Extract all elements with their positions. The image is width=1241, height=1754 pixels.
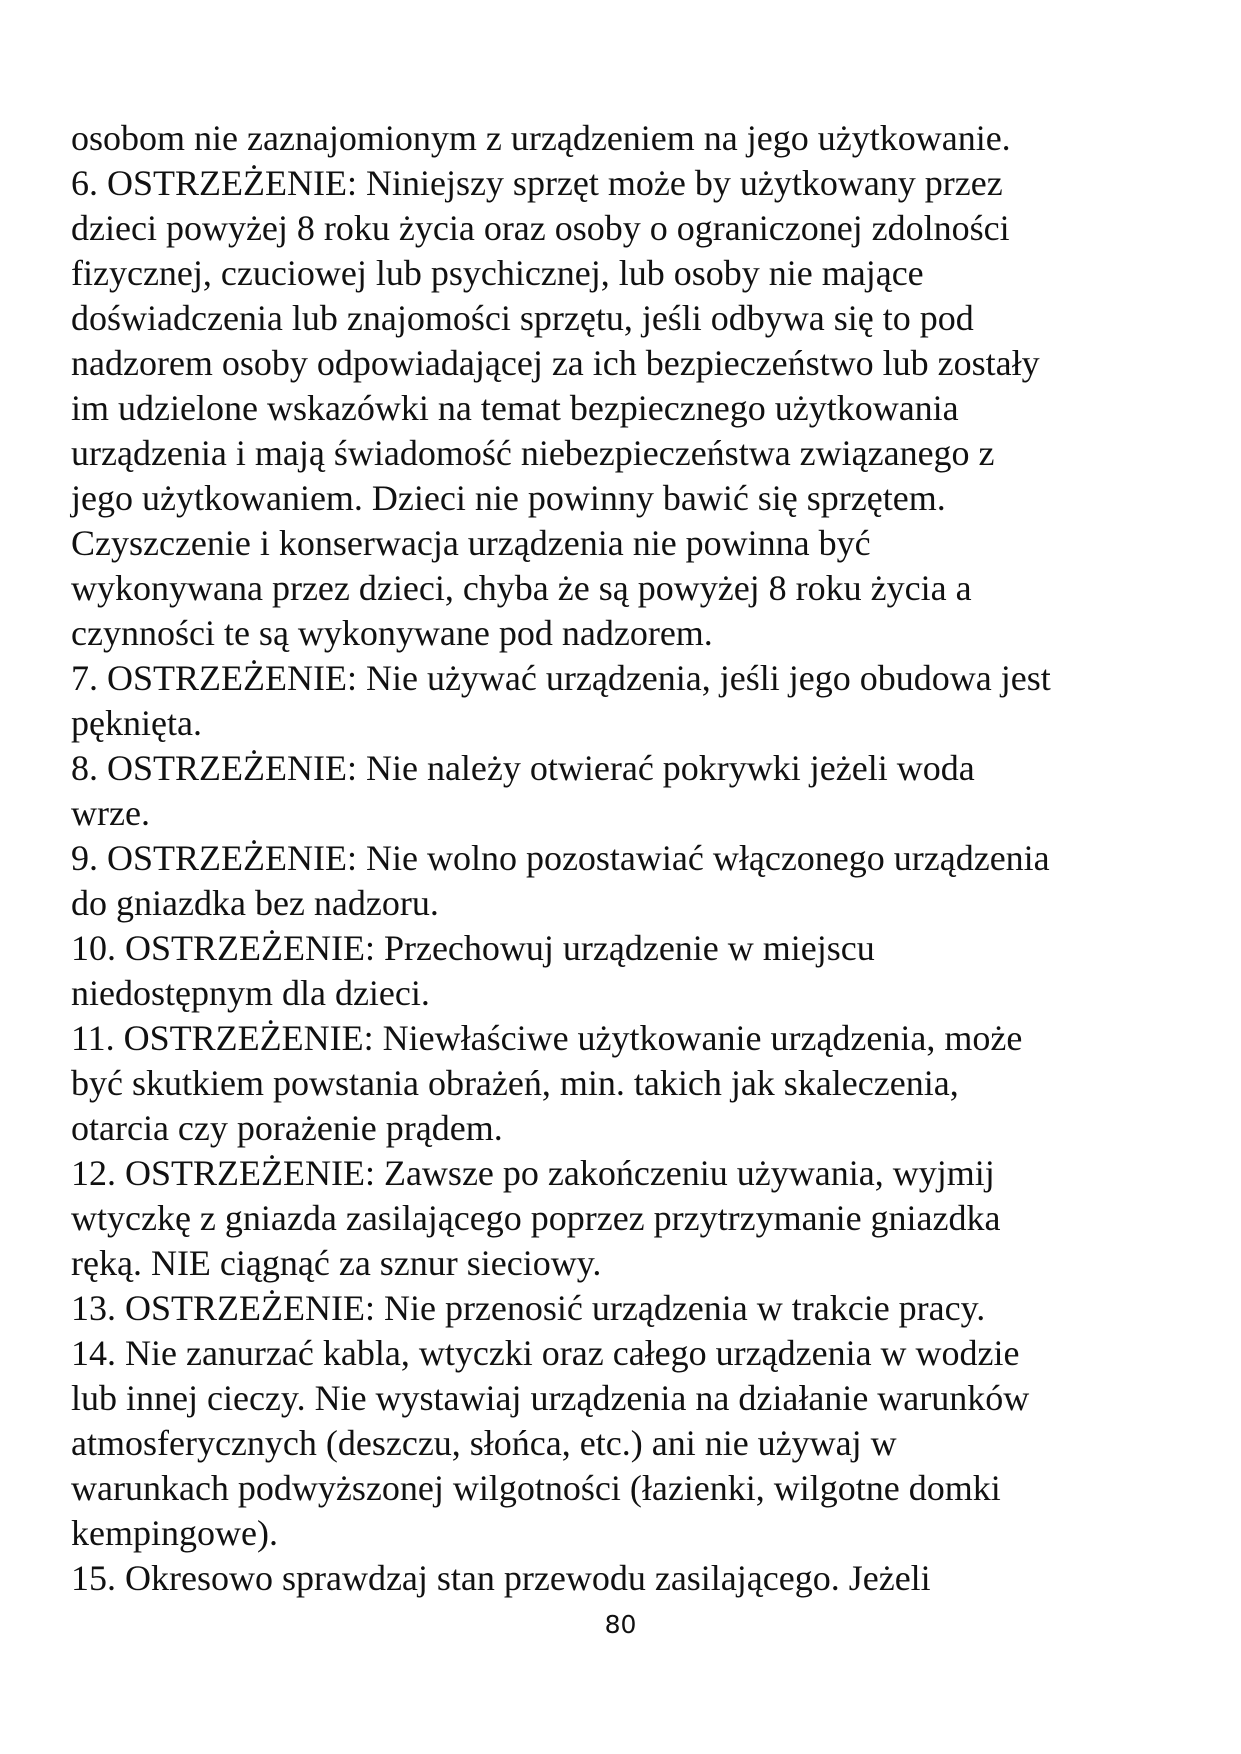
text-line: czynności te są wykonywane pod nadzorem.	[71, 613, 713, 653]
text-line: 11. OSTRZEŻENIE: Niewłaściwe użytkowanie urządzenia, może	[71, 1018, 1023, 1058]
text-line: 10. OSTRZEŻENIE: Przechowuj urządzenie w miejscu	[71, 928, 875, 968]
text-line: otarcia czy porażenie prądem.	[71, 1108, 503, 1148]
text-line: wykonywana przez dzieci, chyba że są powyżej 8 roku życia a	[71, 568, 972, 608]
page-number: 80	[604, 1610, 637, 1639]
text-line: 15. Okresowo sprawdzaj stan przewodu zasilającego. Jeżeli	[71, 1558, 931, 1598]
body-text	[71, 116, 1191, 1601]
text-line: im udzielone wskazówki na temat bezpiecznego użytkowania	[71, 388, 959, 428]
text-line: fizycznej, czuciowej lub psychicznej, lub osoby nie mające	[71, 253, 924, 293]
text-line: być skutkiem powstania obrażeń, min. takich jak skaleczenia,	[71, 1063, 959, 1103]
text-line: 8. OSTRZEŻENIE: Nie należy otwierać pokrywki jeżeli woda	[71, 748, 975, 788]
text-line: nadzorem osoby odpowiadającej za ich bezpieczeństwo lub zostały	[71, 343, 1040, 383]
text-line: 12. OSTRZEŻENIE: Zawsze po zakończeniu używania, wyjmij	[71, 1153, 995, 1193]
text-line: ręką. NIE ciągnąć za sznur sieciowy.	[71, 1243, 602, 1283]
text-line: atmosferycznych (deszczu, słońca, etc.) ani nie używaj w	[71, 1423, 897, 1463]
text-line: 7. OSTRZEŻENIE: Nie używać urządzenia, jeśli jego obudowa jest	[71, 658, 1051, 698]
text-line: 14. Nie zanurzać kabla, wtyczki oraz całego urządzenia w wodzie	[71, 1333, 1020, 1373]
text-line: 13. OSTRZEŻENIE: Nie przenosić urządzenia w trakcie pracy.	[71, 1288, 986, 1328]
text-line: doświadczenia lub znajomości sprzętu, jeśli odbywa się to pod	[71, 298, 974, 338]
text-line: kempingowe).	[71, 1513, 278, 1553]
text-line: Czyszczenie i konserwacja urządzenia nie powinna być	[71, 523, 871, 563]
text-line: osobom nie zaznajomionym z urządzeniem na jego użytkowanie.	[71, 118, 1011, 158]
text-line: wrze.	[71, 793, 150, 833]
text-line: jego użytkowaniem. Dzieci nie powinny bawić się sprzętem.	[71, 478, 946, 518]
text-line: do gniazdka bez nadzoru.	[71, 883, 439, 923]
text-line: 6. OSTRZEŻENIE: Niniejszy sprzęt może by użytkowany przez	[71, 163, 1003, 203]
text-line: lub innej cieczy. Nie wystawiaj urządzenia na działanie warunków	[71, 1378, 1030, 1418]
text-line: niedostępnym dla dzieci.	[71, 973, 430, 1013]
text-line: pęknięta.	[71, 703, 202, 743]
text-line: urządzenia i mają świadomość niebezpieczeństwa związanego z	[71, 433, 995, 473]
text-line: wtyczkę z gniazda zasilającego poprzez przytrzymanie gniazdka	[71, 1198, 1001, 1238]
text-line: 9. OSTRZEŻENIE: Nie wolno pozostawiać włączonego urządzenia	[71, 838, 1050, 878]
text-line: dzieci powyżej 8 roku życia oraz osoby o ograniczonej zdolności	[71, 208, 1010, 248]
text-line: warunkach podwyższonej wilgotności (łazienki, wilgotne domki	[71, 1468, 1001, 1508]
